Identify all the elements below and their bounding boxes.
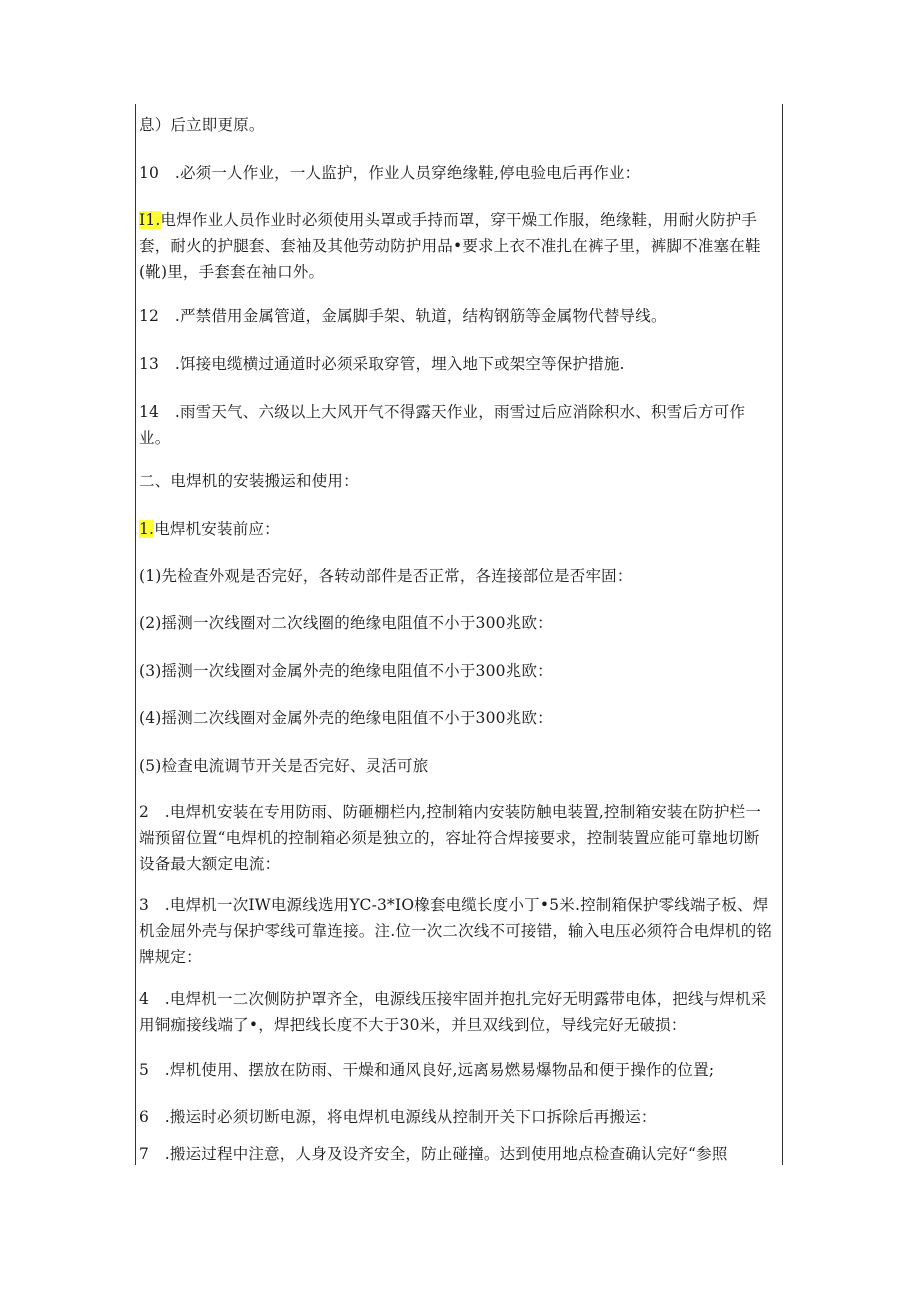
paragraph-text: 电焊作业人员作业时必须使用头罩或手持而罩，穿干燥工作服，绝缘鞋，用耐火防护手套，耐火的护腿套、套袖及其他劳动防护用品•要求上衣不准扎在裤子里，裤脚不准塞在鞋(靴)里，手套套在袖口外。 <box>139 211 761 281</box>
paragraph-item-7: 7 .搬运过程中注意，人身及设齐安全，防止碰撞。达到使用地点检查确认完好“参照 <box>139 1145 728 1163</box>
sub-item-2: (2)摇测一次线圈对二次线圈的绝缘电阻值不小于300兆欧： <box>139 614 553 632</box>
paragraph-item-10: 10 .必须一人作业，一人监护，作业人员穿绝缘鞋,停电验电后再作业： <box>139 164 641 182</box>
paragraph-item-14: 14 .雨雪天气、六级以上大风开气不得露天作业，雨雪过后应消除积水、积雪后方可作业。 <box>139 403 746 447</box>
paragraph-text: 电焊机安装前应： <box>154 520 280 538</box>
paragraph-continuation: 息）后立即更原。 <box>139 116 265 134</box>
paragraph-item-4: 4 .电焊机一二次侧防护罩齐全，电源线压接牢固并抱扎完好无明露带电体，把线与焊机采用铜痂接线端了•，焊把线长度不大于30米，并旦双线到位，导线完好无破损： <box>139 990 767 1034</box>
highlight-mark: 1. <box>139 520 155 538</box>
highlight-mark: I1. <box>139 211 161 229</box>
paragraph-item-3: 3 .电焊机一次IW电源线选用YC-3*IO橡套电缆长度小丁•5米.控制箱保护零线端子板、焊机金屈外壳与保护零线可靠连接。注.位一次二次线不可接错，输入电压必须符合电焊机的铭牌规定： <box>139 896 773 966</box>
paragraph-item-12: 12 .严禁借用金属管道，金属脚手架、轨道，结构钢筋等金属物代替导线。 <box>139 307 667 325</box>
sub-item-4: (4)摇测二次线圈对金属外壳的绝缘电阻值不小于300兆欧： <box>139 709 553 727</box>
document-frame <box>135 104 783 1165</box>
sub-item-5: (5)检查电流调节开关是否完好、灵活可旅 <box>139 757 429 775</box>
section-heading: 二、电焊机的安装搬运和使用： <box>139 472 359 490</box>
sub-item-3: (3)摇测一次线圈对金属外壳的绝缘电阻值不小于300兆欧： <box>139 662 553 680</box>
paragraph-item-6: 6 .搬运时必须切断电源，将电焊机电源线从控制开关下口拆除后再搬运： <box>139 1108 657 1126</box>
sub-item-1: (1)先检查外观是否完好，各转动部件是否正常，各连接部位是否牢固： <box>139 567 633 585</box>
paragraph-item-1 <box>139 516 775 542</box>
paragraph-item-13: 13 .饵接电缆横过通道时必须采取穿管，埋入地下或架空等保护措施. <box>139 355 625 373</box>
paragraph-item-2: 2 .电焊机安装在专用防雨、防砸棚栏内,控制箱内安装防触电装置,控制箱安装在防护栏一端预留位置“电焊机的控制箱必须是独立的，容址符合焊接要求，控制装置应能可靠地切断设备最大额定电流： <box>139 803 762 873</box>
paragraph-item-11 <box>139 207 775 285</box>
paragraph-item-5: 5 .焊机使用、摆放在防雨、干燥和通风良好,远离易燃易爆物品和便于操作的位置; <box>139 1061 715 1079</box>
